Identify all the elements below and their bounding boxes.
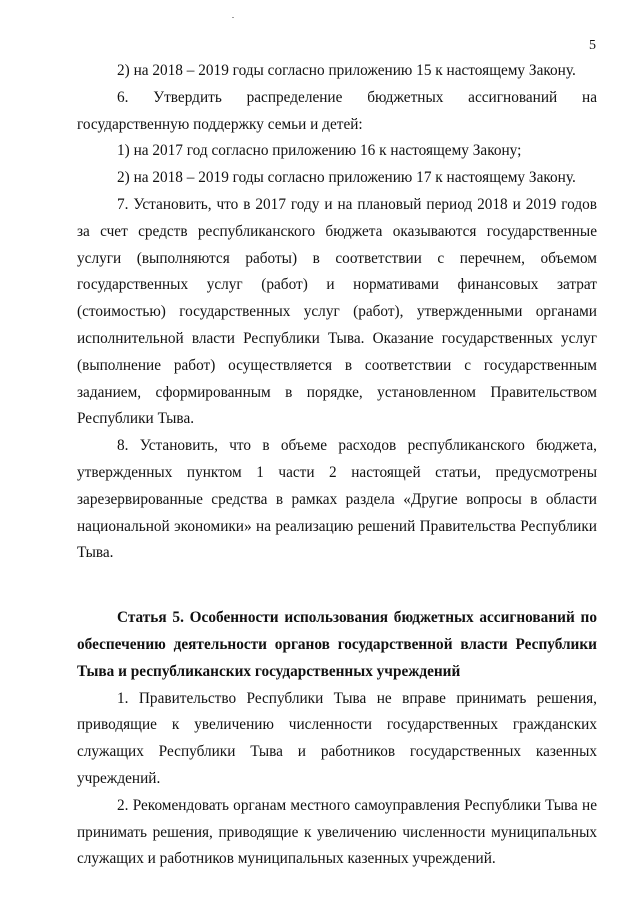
article-5-heading: Статья 5. Особенности использования бюджетных ассигнований по обеспечению деятельности органов государственной власти Республики Тыва и республиканских государственных учреждений <box>77 609 597 680</box>
document-body <box>77 58 597 873</box>
paragraph-6: 6. Утвердить распределение бюджетных ассигнований на государственную поддержку семьи и детей: <box>77 88 597 133</box>
paragraph-8: 8. Установить, что в объеме расходов республиканского бюджета, утвержденных пунктом 1 части 2 настоящей статьи, предусмотрены зарезервированные средства в рамках раздела «Другие вопросы в области национальной экономики» на реализацию решений Правительства Республики Тыва. <box>77 437 597 562</box>
paragraph-6-2: 2) на 2018 – 2019 годы согласно приложению 17 к настоящему Закону. <box>117 169 576 187</box>
paragraph-7: 7. Установить, что в 2017 году и на плановый период 2018 и 2019 годов за счет средств республиканского бюджета оказываются государственные услуги (выполняются работы) в соответствии с перечнем, объемом государственных услуг (работ) и нормативами финансовых затрат (стоимостью) государственных услуг (работ), утвержденными органами исполнительной власти Республики Тыва. Оказание государственных услуг (выполнение работ) осуществляется в соответствии с государственным заданием, сформированным в порядке, установленном Правительством Республики Тыва. <box>77 195 597 428</box>
article-5-paragraph-1: 1. Правительство Республики Тыва не вправе принимать решения, приводящие к увеличению численности государственных гражданских служащих Республики Тыва и работников государственных казенных учреждений. <box>77 689 597 787</box>
paragraph-6-1: 1) на 2017 год согласно приложению 16 к настоящему Закону; <box>117 142 522 160</box>
paragraph-5-2: 2) на 2018 – 2019 годы согласно приложению 15 к настоящему Закону. <box>117 62 576 79</box>
scan-speck <box>232 17 234 18</box>
article-5-paragraph-2: 2. Рекомендовать органам местного самоуправления Республики Тыва не принимать решения, приводящие к увеличению численности муниципальных служащих и работников муниципальных казенных учреждений. <box>77 796 597 868</box>
page-number: 5 <box>589 38 596 53</box>
